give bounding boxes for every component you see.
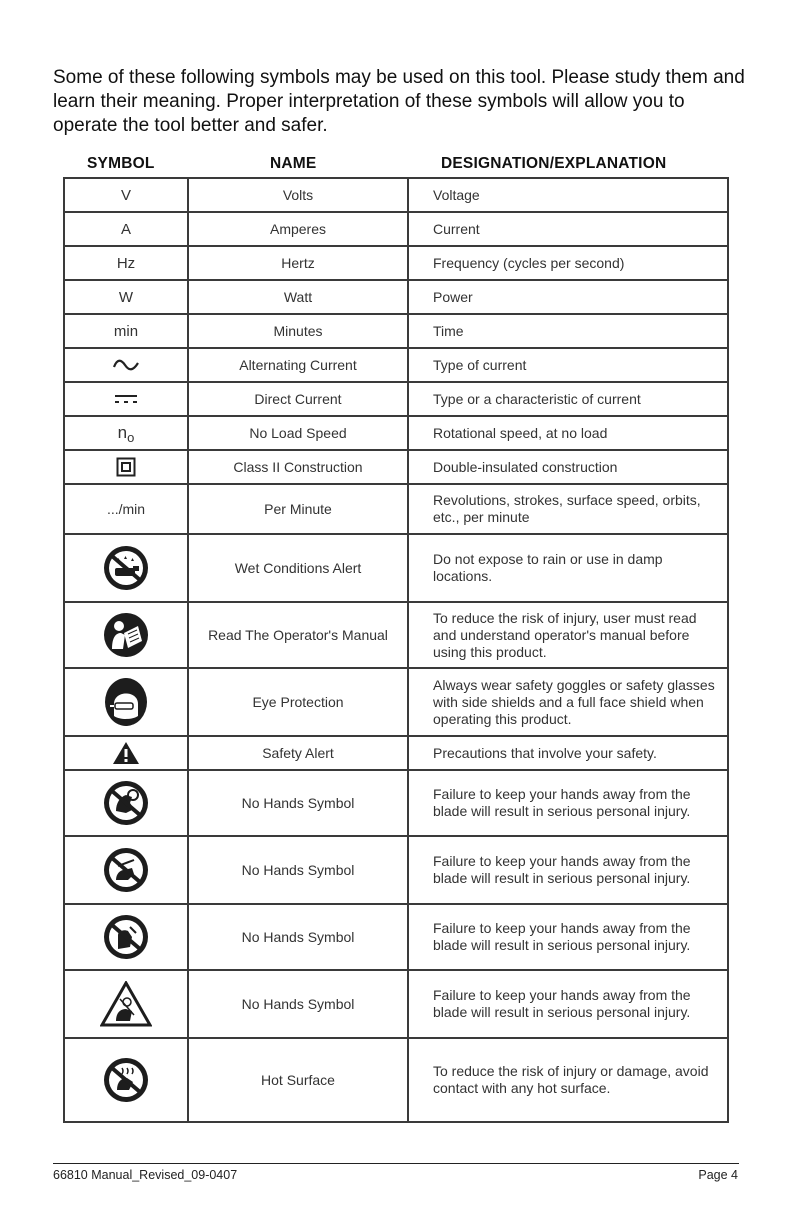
- explanation-cell: To reduce the risk of injury, user must read and understand operator's manual before using this product.: [408, 602, 728, 668]
- table-row: [64, 416, 728, 450]
- name-cell: Volts: [188, 178, 408, 212]
- header-symbol: SYMBOL: [87, 155, 155, 172]
- table-row: [64, 1038, 728, 1122]
- name-cell: Minutes: [188, 314, 408, 348]
- name-cell: Safety Alert: [188, 736, 408, 770]
- name-cell: Hertz: [188, 246, 408, 280]
- symbol-cell: [64, 450, 188, 484]
- table-row: [64, 534, 728, 602]
- explanation-cell: Time: [408, 314, 728, 348]
- explanation-cell: Failure to keep your hands away from the blade will result in serious personal injury.: [408, 770, 728, 836]
- explanation-cell: Do not expose to rain or use in damp locations.: [408, 534, 728, 602]
- symbol-cell: [64, 770, 188, 836]
- symbol-table: [63, 177, 729, 1123]
- symbol-text: V: [120, 186, 131, 204]
- explanation-cell: Type of current: [408, 348, 728, 382]
- explanation-cell: Failure to keep your hands away from the blade will result in serious personal injury.: [408, 904, 728, 970]
- name-cell: Direct Current: [188, 382, 408, 416]
- explanation-cell: Frequency (cycles per second): [408, 246, 728, 280]
- no-hands-icon: [102, 913, 150, 961]
- hot-surface-icon: [102, 1056, 150, 1104]
- table-row: [64, 450, 728, 484]
- table-row: [64, 212, 728, 246]
- name-cell: Alternating Current: [188, 348, 408, 382]
- table-row: [64, 246, 728, 280]
- table-row: [64, 602, 728, 668]
- name-cell: Amperes: [188, 212, 408, 246]
- explanation-cell: Power: [408, 280, 728, 314]
- intro-paragraph: Some of these following symbols may be used on this tool. Please study them and learn their meaning. Proper interpretation of these symbols will allow you to operate the tool better and safer.: [53, 67, 745, 136]
- symbol-text: n: [117, 423, 128, 442]
- symbol-text: W: [118, 288, 134, 306]
- table-row: [64, 904, 728, 970]
- alternating-current-icon: [111, 357, 141, 373]
- symbol-cell: [64, 736, 188, 770]
- footer-divider: [53, 1163, 739, 1164]
- symbol-cell: [64, 212, 188, 246]
- name-cell: Read The Operator's Manual: [188, 602, 408, 668]
- table-row: [64, 484, 728, 534]
- explanation-cell: Type or a characteristic of current: [408, 382, 728, 416]
- explanation-cell: Precautions that involve your safety.: [408, 736, 728, 770]
- symbol-cell: [64, 836, 188, 904]
- symbol-cell: [64, 904, 188, 970]
- name-cell: Class II Construction: [188, 450, 408, 484]
- table-row: [64, 736, 728, 770]
- symbol-cell: [64, 178, 188, 212]
- name-cell: Eye Protection: [188, 668, 408, 736]
- symbol-cell: [64, 314, 188, 348]
- symbol-cell: [64, 602, 188, 668]
- header-explanation: DESIGNATION/EXPLANATION: [441, 155, 667, 172]
- name-cell: No Hands Symbol: [188, 770, 408, 836]
- name-cell: No Hands Symbol: [188, 836, 408, 904]
- class-ii-construction-icon: [116, 457, 136, 477]
- explanation-cell: Current: [408, 212, 728, 246]
- footer-page-number: Page 4: [698, 1168, 738, 1182]
- explanation-cell: Revolutions, strokes, surface speed, orbits, etc., per minute: [408, 484, 728, 534]
- symbol-cell: [64, 382, 188, 416]
- symbol-cell: [64, 246, 188, 280]
- explanation-cell: Voltage: [408, 178, 728, 212]
- no-hands-icon: [102, 779, 150, 827]
- table-row: [64, 314, 728, 348]
- name-cell: Per Minute: [188, 484, 408, 534]
- symbol-text: Hz: [116, 254, 136, 272]
- table-row: [64, 770, 728, 836]
- eye-protection-icon: [102, 676, 150, 728]
- explanation-cell: Failure to keep your hands away from the blade will result in serious personal injury.: [408, 970, 728, 1038]
- direct-current-icon: [113, 393, 139, 405]
- symbol-cell: [64, 668, 188, 736]
- table-row: [64, 382, 728, 416]
- explanation-cell: Double-insulated construction: [408, 450, 728, 484]
- table-row: [64, 280, 728, 314]
- symbol-cell: [64, 348, 188, 382]
- name-cell: Watt: [188, 280, 408, 314]
- name-cell: Wet Conditions Alert: [188, 534, 408, 602]
- symbol-cell: [64, 970, 188, 1038]
- no-hands-icon: [102, 846, 150, 894]
- table-row: [64, 970, 728, 1038]
- symbol-cell: [64, 280, 188, 314]
- symbol-cell: [64, 416, 188, 450]
- symbol-text: min: [113, 322, 139, 340]
- table-row: [64, 178, 728, 212]
- symbol-cell: [64, 1038, 188, 1122]
- header-name: NAME: [270, 155, 317, 172]
- name-cell: No Hands Symbol: [188, 970, 408, 1038]
- read-manual-icon: [102, 611, 150, 659]
- symbol-cell: [64, 484, 188, 534]
- symbol-text: .../min: [106, 500, 146, 517]
- name-cell: No Hands Symbol: [188, 904, 408, 970]
- wet-conditions-alert-icon: [102, 544, 150, 592]
- explanation-cell: Always wear safety goggles or safety glasses with side shields and a full face shield when operating this product.: [408, 668, 728, 736]
- name-cell: Hot Surface: [188, 1038, 408, 1122]
- footer-document-id: 66810 Manual_Revised_09-0407: [53, 1168, 238, 1182]
- table-row: [64, 348, 728, 382]
- explanation-cell: To reduce the risk of injury or damage, avoid contact with any hot surface.: [408, 1038, 728, 1122]
- symbol-subscript: o: [127, 430, 135, 445]
- symbol-text: A: [120, 220, 131, 238]
- no-hands-warning-icon: [100, 981, 152, 1027]
- safety-alert-icon: [112, 741, 140, 765]
- name-cell: No Load Speed: [188, 416, 408, 450]
- symbol-cell: [64, 534, 188, 602]
- table-headers: [0, 155, 792, 177]
- table-row: [64, 836, 728, 904]
- explanation-cell: Rotational speed, at no load: [408, 416, 728, 450]
- explanation-cell: Failure to keep your hands away from the blade will result in serious personal injury.: [408, 836, 728, 904]
- table-row: [64, 668, 728, 736]
